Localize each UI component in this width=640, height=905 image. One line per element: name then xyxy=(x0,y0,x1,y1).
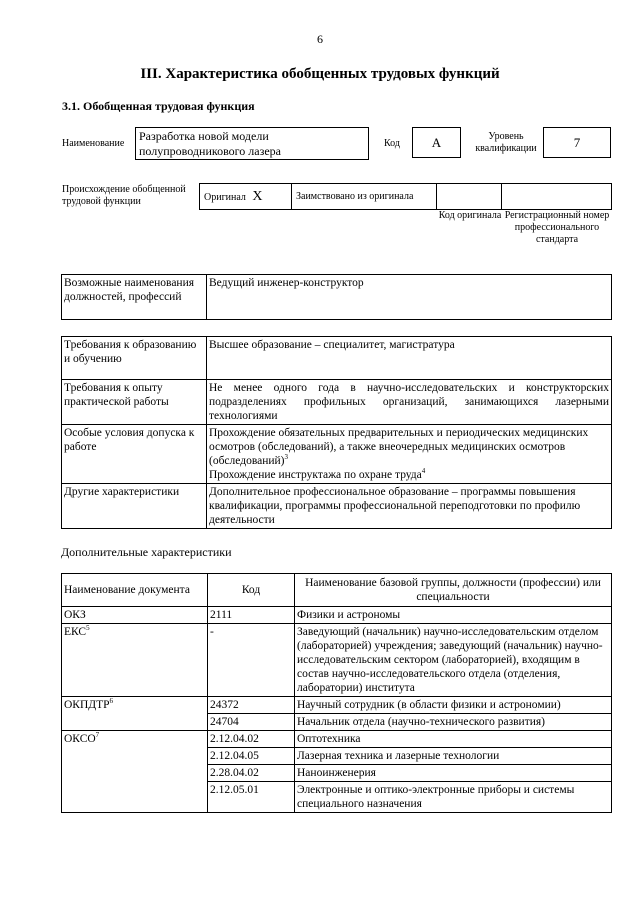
header-doc: Наименование документа xyxy=(62,574,208,607)
positions-label: Возможные наименования должностей, профессий xyxy=(62,275,207,320)
doc-cell xyxy=(62,624,208,697)
additional-table xyxy=(61,573,612,813)
table-row xyxy=(62,607,612,624)
doc-cell xyxy=(62,697,208,731)
gtf-code-label: Код xyxy=(384,138,400,149)
name-cell: Электронные и оптико-электронные приборы и системы специального назначения xyxy=(295,782,612,813)
code-cell: 2111 xyxy=(208,607,295,624)
table-header-row xyxy=(62,574,612,607)
req-label: Требования к опыту практической работы xyxy=(62,380,207,425)
origin-original-cell xyxy=(199,183,292,210)
header-code: Код xyxy=(208,574,295,607)
req-value xyxy=(207,425,612,484)
origin-borrowed-label: Заимствовано из оригинала xyxy=(296,191,414,202)
name-cell: Лазерная техника и лазерные технологии xyxy=(295,748,612,765)
code-cell: 24372 xyxy=(208,697,295,714)
additional-title: Дополнительные характеристики xyxy=(61,545,232,559)
req-label: Особые условия допуска к работе xyxy=(62,425,207,484)
positions-table xyxy=(61,274,612,320)
origin-reg-number-cell xyxy=(501,183,612,210)
footnote-ref: 7 xyxy=(95,731,100,740)
doc-text: ОКПДТР xyxy=(64,699,110,711)
origin-label: Происхождение обобщенной трудовой функции xyxy=(62,184,186,207)
page-number: 6 xyxy=(317,32,323,46)
req-label: Требования к образованию и обучению xyxy=(62,337,207,380)
origin-original-label: Оригинал xyxy=(204,192,246,203)
gtf-name-value: Разработка новой модели полупроводникового лазера xyxy=(135,127,369,160)
code-cell: 24704 xyxy=(208,714,295,731)
req-value: Не менее одного года в научно-исследовательских и конструкторских подразделениях профильных организаций, занимающихся лазерными технологиями xyxy=(207,380,612,425)
name-cell: Научный сотрудник (в области физики и астрономии) xyxy=(295,697,612,714)
code-cell: 2.12.05.01 xyxy=(208,782,295,813)
table-row xyxy=(62,275,612,320)
doc-text: ОКСО xyxy=(64,733,96,745)
code-cell: 2.12.04.05 xyxy=(208,748,295,765)
gtf-code-value: A xyxy=(412,127,461,158)
footnote-ref: 6 xyxy=(109,697,114,706)
req-value: Дополнительное профессиональное образование – программы повышения квалификации, программы профессиональной переподготовки по профилю деятельности xyxy=(207,484,612,529)
table-row xyxy=(62,484,612,529)
requirements-table xyxy=(61,336,612,529)
name-cell: Физики и астрономы xyxy=(295,607,612,624)
origin-code-original-label: Код оригинала xyxy=(438,210,502,221)
code-cell: - xyxy=(208,624,295,697)
origin-code-original-cell xyxy=(436,183,502,210)
req-text: Прохождение инструктажа по охране труда xyxy=(209,469,422,481)
footnote-ref: 5 xyxy=(86,624,90,633)
table-row xyxy=(62,380,612,425)
subsection-title: 3.1. Обобщенная трудовая функция xyxy=(62,99,255,113)
req-value: Высшее образование – специалитет, магистратура xyxy=(207,337,612,380)
doc-cell: ОКЗ xyxy=(62,607,208,624)
table-row xyxy=(62,425,612,484)
table-row xyxy=(62,697,612,714)
table-row xyxy=(62,624,612,697)
table-row xyxy=(62,731,612,748)
gtf-name-label: Наименование xyxy=(62,138,125,149)
footnote-ref: 3 xyxy=(284,453,289,462)
name-cell: Начальник отдела (научно-технического развития) xyxy=(295,714,612,731)
req-label: Другие характеристики xyxy=(62,484,207,529)
origin-borrowed-cell xyxy=(291,183,437,210)
origin-reg-number-label: Регистрационный номер профессионального стандарта xyxy=(504,210,610,245)
header-name: Наименование базовой группы, должности (профессии) или специальности xyxy=(295,574,612,607)
name-cell: Наноинженерия xyxy=(295,765,612,782)
req-text: Прохождение обязательных предварительных и периодических медицинских осмотров (обследований), а также внеочередных медицинских осмотров (обследований) xyxy=(209,427,589,467)
doc-cell xyxy=(62,731,208,813)
table-row xyxy=(62,337,612,380)
origin-original-mark: X xyxy=(252,189,263,204)
name-cell: Заведующий (начальник) научно-исследовательским отделом (лабораторией) учреждения; заведующий (начальник) научно-исследовательским сектором (лабораторией), входящим в состав научно-исследовательского отдела (отделения, лаборатории) института xyxy=(295,624,612,697)
gtf-level-value: 7 xyxy=(543,127,611,158)
gtf-level-label: Уровень квалификации xyxy=(475,131,537,154)
footnote-ref: 4 xyxy=(421,467,426,476)
name-cell: Оптотехника xyxy=(295,731,612,748)
section-title: III. Характеристика обобщенных трудовых функций xyxy=(140,66,500,82)
positions-value: Ведущий инженер-конструктор xyxy=(207,275,612,320)
code-cell: 2.12.04.02 xyxy=(208,731,295,748)
doc-text: ЕКС xyxy=(64,626,87,638)
code-cell: 2.28.04.02 xyxy=(208,765,295,782)
